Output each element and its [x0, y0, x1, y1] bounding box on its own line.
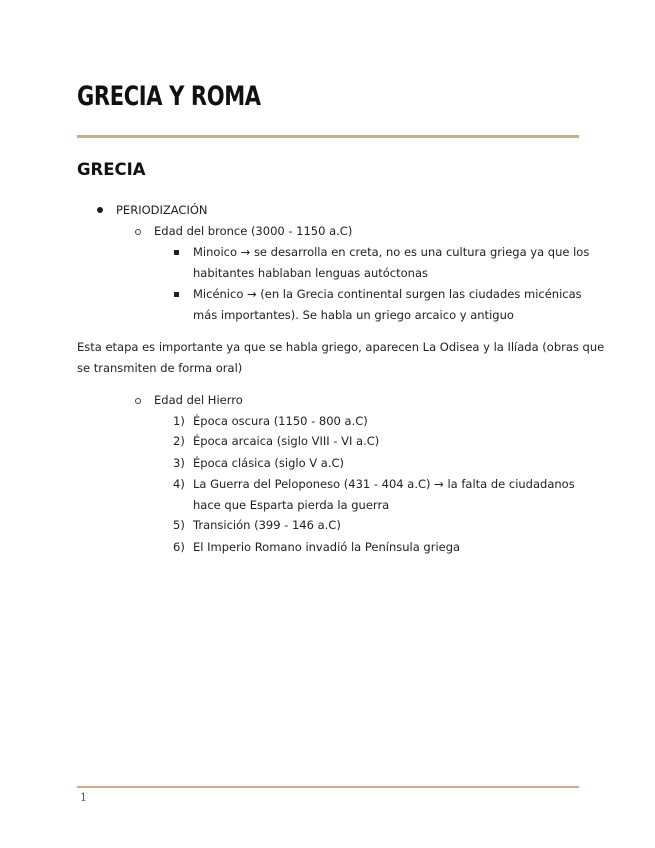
bullet-square-icon [174, 250, 179, 255]
page-number: 1 [80, 791, 87, 804]
title-divider [77, 135, 579, 138]
list-number: 2) [173, 434, 185, 448]
list-item-minoico: Minoico → se desarrolla en creta, no es una cultura griega ya que los [193, 245, 590, 259]
bullet-dot-icon [97, 207, 103, 213]
list-number: 5) [173, 518, 185, 532]
footer-divider [77, 786, 579, 788]
list-item-transicion: Transición (399 - 146 a.C) [193, 518, 341, 532]
list-item-micenico: Micénico → (en la Grecia continental surgen las ciudades micénicas [193, 287, 582, 301]
list-number: 3) [173, 456, 185, 470]
list-item-minoico-continued: habitantes hablaban lenguas autóctonas [193, 266, 428, 280]
list-item-micenico-continued: más importantes). Se habla un griego arcaico y antiguo [193, 308, 514, 322]
page-title: GRECIA Y ROMA [77, 81, 261, 112]
section-heading-grecia: GRECIA [77, 160, 146, 179]
bullet-circle-icon [135, 229, 141, 235]
list-item-edad-hierro: Edad del Hierro [154, 393, 243, 407]
paragraph-line: se transmiten de forma oral) [77, 361, 243, 375]
list-item-edad-bronce: Edad del bronce (3000 - 1150 a.C) [154, 224, 353, 238]
list-number: 1) [173, 414, 185, 428]
list-item-guerra-peloponeso-continued: hace que Esparta pierda la guerra [193, 498, 390, 512]
bullet-square-icon [174, 292, 179, 297]
list-item-imperio-romano: El Imperio Romano invadió la Península griega [193, 540, 461, 554]
paragraph-line: Esta etapa es importante ya que se habla griego, aparecen La Odisea y la Ilíada (obras que [77, 340, 605, 354]
bullet-circle-icon [135, 398, 141, 404]
list-item-epoca-clasica: Época clásica (siglo V a.C) [193, 456, 345, 470]
list-item-epoca-arcaica: Época arcaica (siglo VIII - VI a.C) [193, 434, 380, 448]
list-item-guerra-peloponeso: La Guerra del Peloponeso (431 - 404 a.C) → la falta de ciudadanos [193, 477, 575, 491]
list-number: 4) [173, 477, 185, 491]
list-number: 6) [173, 540, 185, 554]
list-item-periodizacion: PERIODIZACIÓN [116, 203, 208, 217]
list-item-epoca-oscura: Época oscura (1150 - 800 a.C) [193, 414, 368, 428]
